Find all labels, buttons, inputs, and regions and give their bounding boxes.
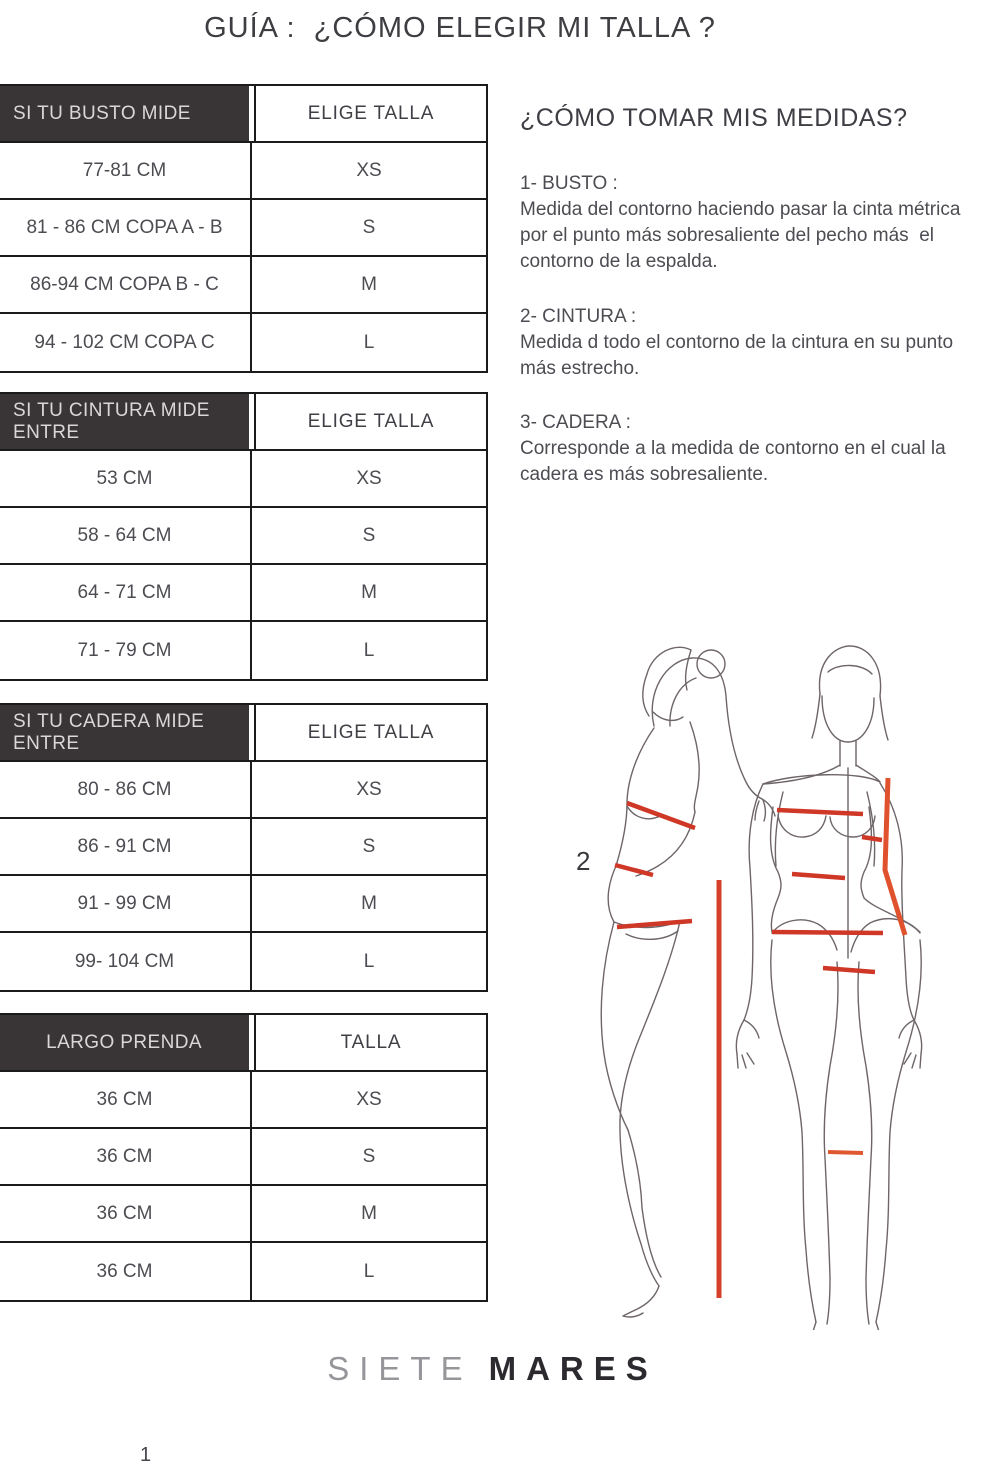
measure-cell: 64 - 71 CM: [0, 565, 252, 620]
table-row: [0, 622, 486, 679]
cintura-header-cell: SI TU CINTURA MIDE ENTRE: [0, 394, 249, 449]
table-row: [0, 876, 486, 933]
measuring-instructions: [520, 104, 972, 489]
measure-cell: 94 - 102 CM COPA C: [0, 314, 252, 371]
cintura-heading: 2- CINTURA :: [520, 305, 637, 327]
size-cell: S: [362, 835, 376, 857]
cadera-heading: 3- CADERA :: [520, 412, 631, 434]
table-row: [0, 762, 486, 819]
table-header-row: [0, 705, 486, 762]
measure-cell: 99- 104 CM: [0, 933, 252, 990]
measure-cell: 86-94 CM COPA B - C: [0, 257, 252, 312]
table-row: [0, 1129, 486, 1186]
table-row: [0, 143, 486, 200]
front-hip-line: [772, 932, 883, 933]
cadera-description: Corresponde a la medida de contorno en el cual la cadera es más sobresaliente.: [520, 438, 951, 486]
measure-cell: 81 - 86 CM COPA A - B: [0, 200, 252, 255]
side-hip-line: [617, 921, 692, 927]
talla-header-cell: TALLA: [254, 1015, 486, 1070]
size-cell: M: [361, 581, 377, 603]
table-row: [0, 257, 486, 314]
table-row: [0, 565, 486, 622]
largo-prenda-header-cell: LARGO PRENDA: [0, 1015, 249, 1070]
busto-header-cell: SI TU BUSTO MIDE: [0, 86, 249, 141]
measure-cell: 36 CM: [0, 1072, 252, 1127]
size-table-cintura: [0, 392, 488, 681]
size-cell: XS: [356, 467, 382, 489]
size-cell: XS: [356, 778, 382, 800]
size-cell: M: [361, 1202, 377, 1224]
size-table-largo-prenda: [0, 1013, 488, 1302]
front-thigh-line: [823, 968, 875, 972]
front-knee-line: [828, 1152, 863, 1153]
measure-cell: 80 - 86 CM: [0, 762, 252, 817]
front-waist-line: [792, 874, 845, 878]
size-cell: M: [361, 892, 377, 914]
size-cell: XS: [356, 159, 382, 181]
measure-cell: 91 - 99 CM: [0, 876, 252, 931]
table-row: [0, 1186, 486, 1243]
size-cell: M: [361, 273, 377, 295]
elige-talla-header-cell: ELIGE TALLA: [254, 394, 486, 449]
measure-cell: 53 CM: [0, 451, 252, 506]
cintura-description: Medida d todo el contorno de la cintura en su punto más estrecho.: [520, 331, 959, 379]
measure-cell: 36 CM: [0, 1186, 252, 1241]
page-title: GUÍA : ¿CÓMO ELEGIR MI TALLA ?: [204, 12, 716, 44]
front-view-figure: [736, 646, 921, 1330]
size-cell: L: [363, 639, 375, 661]
measure-cell: 36 CM: [0, 1243, 252, 1300]
cadera-header-cell: SI TU CADERA MIDE ENTRE: [0, 705, 249, 760]
table-header-row: [0, 394, 486, 451]
table-header-row: [0, 1015, 486, 1072]
table-header-row: [0, 86, 486, 143]
brand-logo: [0, 1350, 985, 1388]
size-cell: XS: [356, 1088, 382, 1110]
busto-heading: 1- BUSTO :: [520, 173, 618, 194]
elige-talla-header-cell: ELIGE TALLA: [254, 705, 486, 760]
side-waist-line: [615, 865, 653, 875]
table-row: [0, 933, 486, 990]
front-underarm-line: [862, 837, 882, 840]
table-row: [0, 200, 486, 257]
table-row: [0, 819, 486, 876]
page-number: 1: [140, 1444, 152, 1466]
table-row: [0, 1243, 486, 1300]
table-row: [0, 314, 486, 371]
busto-description: Medida del contorno haciendo pasar la cinta métrica por el punto más sobresaliente del pecho más el contorno de la espalda.: [520, 199, 966, 273]
body-sketch-svg: [530, 610, 985, 1330]
brand-word-mares: MARES: [488, 1350, 658, 1387]
size-cell: S: [362, 524, 376, 546]
measure-cell: 77-81 CM: [0, 143, 252, 198]
size-cell: S: [362, 1145, 376, 1167]
brand-word-siete: SIETE: [327, 1350, 473, 1387]
size-table-cadera: [0, 703, 488, 992]
size-cell: L: [363, 1260, 375, 1282]
waist-number-label: 2: [576, 846, 591, 876]
size-cell: L: [363, 950, 375, 972]
table-row: [0, 451, 486, 508]
measurement-figure-illustration: [530, 610, 985, 1330]
size-cell: S: [362, 216, 376, 238]
elige-talla-header-cell: ELIGE TALLA: [254, 86, 486, 141]
table-row: [0, 508, 486, 565]
front-bust-line: [777, 810, 863, 814]
measure-cell: 36 CM: [0, 1129, 252, 1184]
size-cell: L: [363, 331, 375, 353]
side-view-figure: [601, 647, 775, 1317]
table-row: [0, 1072, 486, 1129]
instructions-title: ¿CÓMO TOMAR MIS MEDIDAS?: [520, 104, 908, 132]
size-table-busto: [0, 84, 488, 373]
measure-cell: 58 - 64 CM: [0, 508, 252, 563]
measure-cell: 71 - 79 CM: [0, 622, 252, 679]
measure-cell: 86 - 91 CM: [0, 819, 252, 874]
